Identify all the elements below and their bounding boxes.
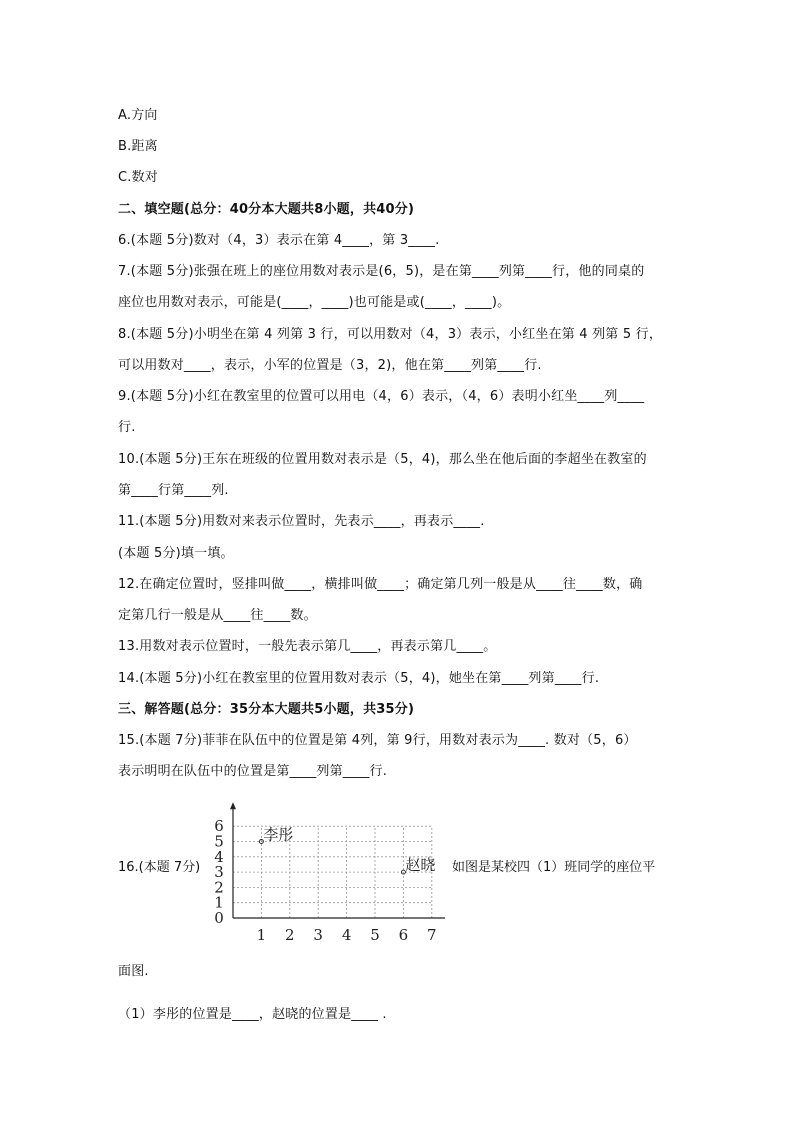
y-tick-label: 5 <box>214 832 224 851</box>
question-12-line2: 定第几行一般是从____往____数。 <box>118 608 317 623</box>
section3-heading: 三、解答题(总分：35分本大题共5小题，共35分) <box>118 702 415 717</box>
seat-point-label: 李彤 <box>263 825 294 844</box>
question-8-line1: 8.(本题 5分)小明坐在第 4 列第 3 行，可以用数对（4，3）表示，小红坐在第 4 列第 5 行， <box>118 327 663 342</box>
question-10-line2: 第____行第____列. <box>118 483 229 498</box>
section2-heading: 二、填空题(总分：40分本大题共8小题，共40分) <box>118 202 415 217</box>
option-b: B.距离 <box>118 139 158 154</box>
question-15-line2: 表示明明在队伍中的位置是第____列第____行. <box>118 764 388 779</box>
question-7-line1: 7.(本题 5分)张强在班上的座位用数对表示是(6，5)，是在第____列第____行，他的同桌的 <box>118 264 645 279</box>
x-tick-label: 5 <box>370 926 380 944</box>
seat-plan-svg <box>205 790 445 945</box>
y-tick-label: 6 <box>214 817 224 836</box>
question-9-line2: 行. <box>118 420 136 435</box>
question-10-line1: 10.(本题 5分)王东在班级的位置用数对表示是（5，4)，那么坐在他后面的李超坐在教室的 <box>118 452 647 467</box>
question-9-line1: 9.(本题 5分)小红在教室里的位置可以用电（4，6）表示，（4，6）表明小红坐____列____ <box>118 389 645 404</box>
x-tick-label: 3 <box>313 926 323 944</box>
question-16-part1: （1）李彤的位置是____，赵晓的位置是____ . <box>118 1007 387 1022</box>
question-15-line1: 15.(本题 7分)菲菲在队伍中的位置是第 4列，第 9行，用数对表示为____. 数对（5，6） <box>118 733 637 748</box>
y-axis-arrow <box>230 802 236 809</box>
x-tick-label: 7 <box>427 926 437 944</box>
y-tick-label: 0 <box>214 909 224 927</box>
question-13: 13.用数对表示位置时，一般先表示第几____，再表示第几____。 <box>118 639 497 654</box>
seat-point-label: 赵晓 <box>405 856 436 875</box>
question-16-caption: 如图是某校四（1）班同学的座位平 <box>452 860 656 875</box>
y-tick-label: 2 <box>214 878 224 897</box>
y-tick-label: 4 <box>214 847 224 866</box>
option-c: C.数对 <box>118 170 159 185</box>
question-11: 11.(本题 5分)用数对来表示位置时，先表示____，再表示____. <box>118 514 485 529</box>
x-tick-label: 1 <box>256 926 267 944</box>
question-12-line1: 12.在确定位置时，竖排叫做____，横排叫做____；确定第几列一般是从____往____数，确 <box>118 577 643 592</box>
x-tick-label: 2 <box>285 926 295 944</box>
question-6: 6.(本题 5分)数对（4，3）表示在第 4____，第 3____. <box>118 233 440 248</box>
y-tick-label: 1 <box>214 893 224 912</box>
question-12-intro: (本题 5分)填一填。 <box>118 546 234 561</box>
x-tick-label: 6 <box>398 926 409 944</box>
question-8-line2: 可以用数对____，表示，小军的位置是（3，2)，他在第____列第____行. <box>118 358 542 373</box>
question-14: 14.(本题 5分)小红在教室里的位置用数对表示（5，4)，她坐在第____列第____行. <box>118 671 600 686</box>
question-7-line2: 座位也用数对表示，可能是(____，____)也可能是或(____，____)。 <box>118 295 511 310</box>
seat-plan-graph <box>205 790 445 949</box>
y-tick-label: 3 <box>214 863 224 882</box>
option-a: A.方向 <box>118 108 158 123</box>
question-16-label: 16.(本题 7分) <box>118 860 201 875</box>
question-16-caption-continued: 面图. <box>118 964 149 979</box>
x-tick-label: 4 <box>341 926 352 944</box>
